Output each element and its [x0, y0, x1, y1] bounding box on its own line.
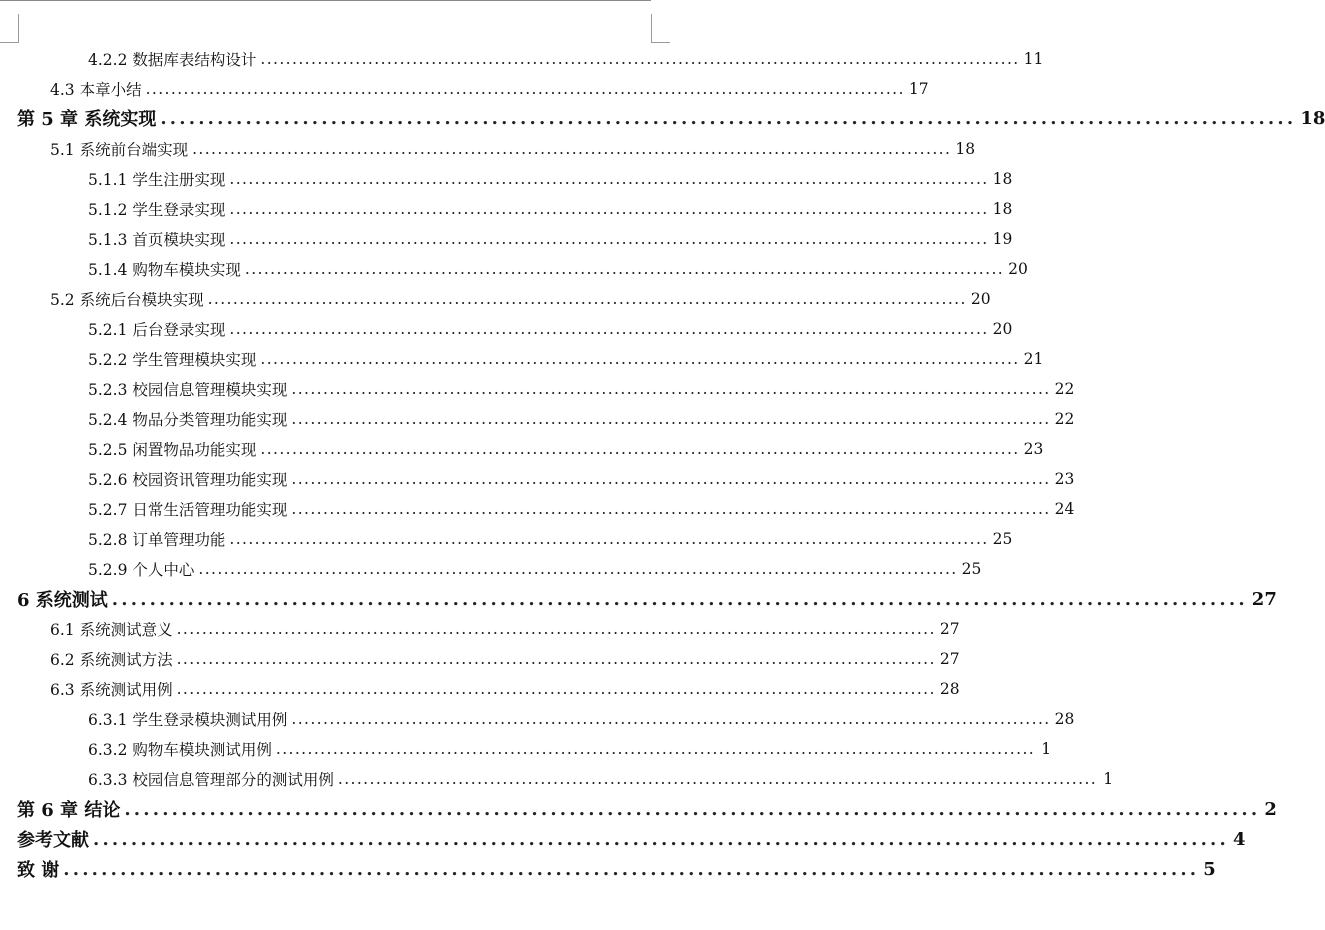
toc-page-number: 20 [1008, 260, 1028, 278]
toc-entry-title: 6.1 系统测试意义 [50, 621, 173, 639]
dot-leader: ........................................................................................................................ [260, 50, 1020, 68]
dot-leader: ........................................................................................................................ [111, 588, 1248, 610]
toc-entry-title: 5.1 系统前台端实现 [50, 141, 189, 159]
dot-leader: ........................................................................................................................ [337, 770, 1098, 788]
dot-leader: ........................................................................................................................ [291, 710, 1051, 728]
toc-entry-title: 4.2.2 数据库表结构设计 [88, 51, 257, 69]
dot-leader: ........................................................................................................................ [291, 380, 1051, 398]
toc-page-number: 20 [992, 320, 1013, 338]
toc-entry-5-2-4[interactable] [88, 404, 1075, 434]
toc-entry-5-2-3[interactable] [88, 374, 1075, 404]
toc-entry-title: 6.2 系统测试方法 [50, 651, 173, 669]
toc-entry-6-3-3[interactable] [88, 764, 1114, 794]
dot-leader: ........................................................................................................................ [291, 470, 1051, 488]
toc-page-number: 18 [955, 140, 976, 158]
toc-entry-4-3[interactable] [50, 74, 929, 104]
toc-entry-5-2-8[interactable] [88, 524, 1013, 554]
toc-entry-6-1[interactable] [50, 614, 960, 644]
dot-leader: ........................................................................................................................ [145, 80, 905, 98]
toc-entry-title: 5.2 系统后台模块实现 [50, 291, 204, 309]
toc-page-number: 27 [939, 650, 960, 668]
dot-leader: ........................................................................................................................ [124, 798, 1261, 820]
toc-page-number: 5 [1203, 858, 1216, 880]
dot-leader: ........................................................................................................................ [291, 410, 1051, 428]
toc-entry-5-1-3[interactable] [88, 224, 1013, 254]
toc-entry-6-3-1[interactable] [88, 704, 1075, 734]
toc-entry-6-3[interactable] [50, 674, 960, 704]
toc-entry-title: 5.1.3 首页模块实现 [88, 231, 226, 249]
dot-leader: ........................................................................................................................ [176, 650, 936, 668]
toc-entry-title: 第 5 章 系统实现 [17, 109, 157, 130]
toc-page-number: 4 [1233, 828, 1246, 850]
dot-leader: ........................................................................................................................ [176, 680, 936, 698]
dot-leader: ........................................................................................................................ [229, 530, 989, 548]
toc-page-number: 28 [1054, 710, 1075, 728]
dot-leader: ........................................................................................................................ [229, 200, 989, 218]
left-crop-mark [0, 14, 19, 43]
toc-entry-6-2[interactable] [50, 644, 960, 674]
toc-page-number: 22 [1054, 410, 1075, 428]
toc-page-number: 21 [1023, 350, 1044, 368]
toc-page-number: 1 [1103, 770, 1114, 788]
toc-entry-title: 5.2.7 日常生活管理功能实现 [88, 501, 288, 519]
dot-leader: ........................................................................................................................ [291, 500, 1051, 518]
toc-entry-title: 6.3.1 学生登录模块测试用例 [88, 711, 288, 729]
toc-entry-title: 4.3 本章小结 [50, 81, 142, 99]
dot-leader: ........................................................................................................................ [207, 290, 967, 308]
toc-entry-6-3-2[interactable] [88, 734, 1052, 764]
toc-entry-title: 5.2.2 学生管理模块实现 [88, 351, 257, 369]
toc-entry-4-2-2[interactable] [88, 44, 1044, 74]
toc-entry-title: 6.3.2 购物车模块测试用例 [88, 741, 272, 759]
dot-leader: ........................................................................................................................ [275, 740, 1036, 758]
dot-leader: ........................................................................................................................ [229, 320, 989, 338]
dot-leader: ........................................................................................................................ [198, 560, 958, 578]
toc-entry-5-1-1[interactable] [88, 164, 1013, 194]
toc-entry-5-2-6[interactable] [88, 464, 1075, 494]
toc-page-number: 18 [992, 170, 1013, 188]
dot-leader: ........................................................................................................................ [244, 260, 1005, 278]
page-top-border [0, 0, 651, 1]
toc-page-number: 25 [961, 560, 982, 578]
toc-page-number: 18 [1300, 107, 1325, 129]
toc-entry-5-1-4[interactable] [88, 254, 1028, 284]
dot-leader: ........................................................................................................................ [229, 230, 989, 248]
toc-entry-5-2[interactable] [50, 284, 991, 314]
toc-entry-acknowledgements[interactable] [17, 854, 1216, 884]
toc-entry-title: 5.2.5 闲置物品功能实现 [88, 441, 257, 459]
toc-entry-title: 第 6 章 结论 [17, 800, 121, 821]
toc-entry-5-2-1[interactable] [88, 314, 1013, 344]
toc-page-number: 22 [1054, 380, 1075, 398]
dot-leader: ........................................................................................................................ [93, 828, 1229, 850]
toc-page-number: 27 [939, 620, 960, 638]
toc-entry-5-2-7[interactable] [88, 494, 1075, 524]
toc-page-number: 25 [992, 530, 1013, 548]
dot-leader: ........................................................................................................................ [229, 170, 989, 188]
dot-leader: ........................................................................................................................ [260, 440, 1020, 458]
toc-page-number: 28 [939, 680, 960, 698]
toc-page-number: 1 [1041, 740, 1052, 758]
toc-page-number: 18 [992, 200, 1013, 218]
toc-entry-chapter-6-testing[interactable] [17, 584, 1277, 614]
toc-page-number: 11 [1023, 50, 1044, 68]
toc-page-number: 27 [1251, 588, 1277, 610]
toc-entry-title: 5.2.6 校园资讯管理功能实现 [88, 471, 288, 489]
toc-entry-chapter-6-conclusion[interactable] [17, 794, 1277, 824]
right-crop-mark [651, 14, 670, 43]
toc-entry-5-2-2[interactable] [88, 344, 1044, 374]
toc-page-number: 20 [970, 290, 991, 308]
toc-entry-title: 致 谢 [17, 860, 60, 881]
toc-entry-title: 5.2.8 订单管理功能 [88, 531, 226, 549]
toc-entry-5-1[interactable] [50, 134, 976, 164]
dot-leader: ........................................................................................................................ [260, 350, 1020, 368]
toc-page-number: 19 [992, 230, 1013, 248]
dot-leader: ........................................................................................................................ [63, 858, 1200, 880]
toc-page-number: 17 [908, 80, 929, 98]
toc-page-number: 2 [1264, 798, 1277, 820]
toc-page-number: 23 [1023, 440, 1044, 458]
toc-entry-title: 5.2.9 个人中心 [88, 561, 195, 579]
toc-entry-title: 6.3.3 校园信息管理部分的测试用例 [88, 771, 334, 789]
toc-entry-title: 6.3 系统测试用例 [50, 681, 173, 699]
toc-entry-title: 5.1.2 学生登录实现 [88, 201, 226, 219]
toc-entry-title: 5.2.4 物品分类管理功能实现 [88, 411, 288, 429]
toc-entry-title: 5.1.1 学生注册实现 [88, 171, 226, 189]
toc-page-number: 24 [1054, 500, 1075, 518]
toc-page-number: 23 [1054, 470, 1075, 488]
dot-leader: ........................................................................................................................ [192, 140, 952, 158]
toc-entry-title: 5.1.4 购物车模块实现 [88, 261, 241, 279]
toc-entry-title: 6 系统测试 [17, 590, 108, 611]
toc-entry-5-2-9[interactable] [88, 554, 982, 584]
toc-entry-5-2-5[interactable] [88, 434, 1044, 464]
dot-leader: ........................................................................................................................ [160, 107, 1297, 129]
toc-entry-references[interactable] [17, 824, 1246, 854]
toc-entry-5-1-2[interactable] [88, 194, 1013, 224]
toc-entry-title: 参考文献 [17, 830, 89, 851]
toc-entry-chapter-5[interactable] [17, 103, 1325, 133]
dot-leader: ........................................................................................................................ [176, 620, 936, 638]
toc-entry-title: 5.2.3 校园信息管理模块实现 [88, 381, 288, 399]
toc-entry-title: 5.2.1 后台登录实现 [88, 321, 226, 339]
